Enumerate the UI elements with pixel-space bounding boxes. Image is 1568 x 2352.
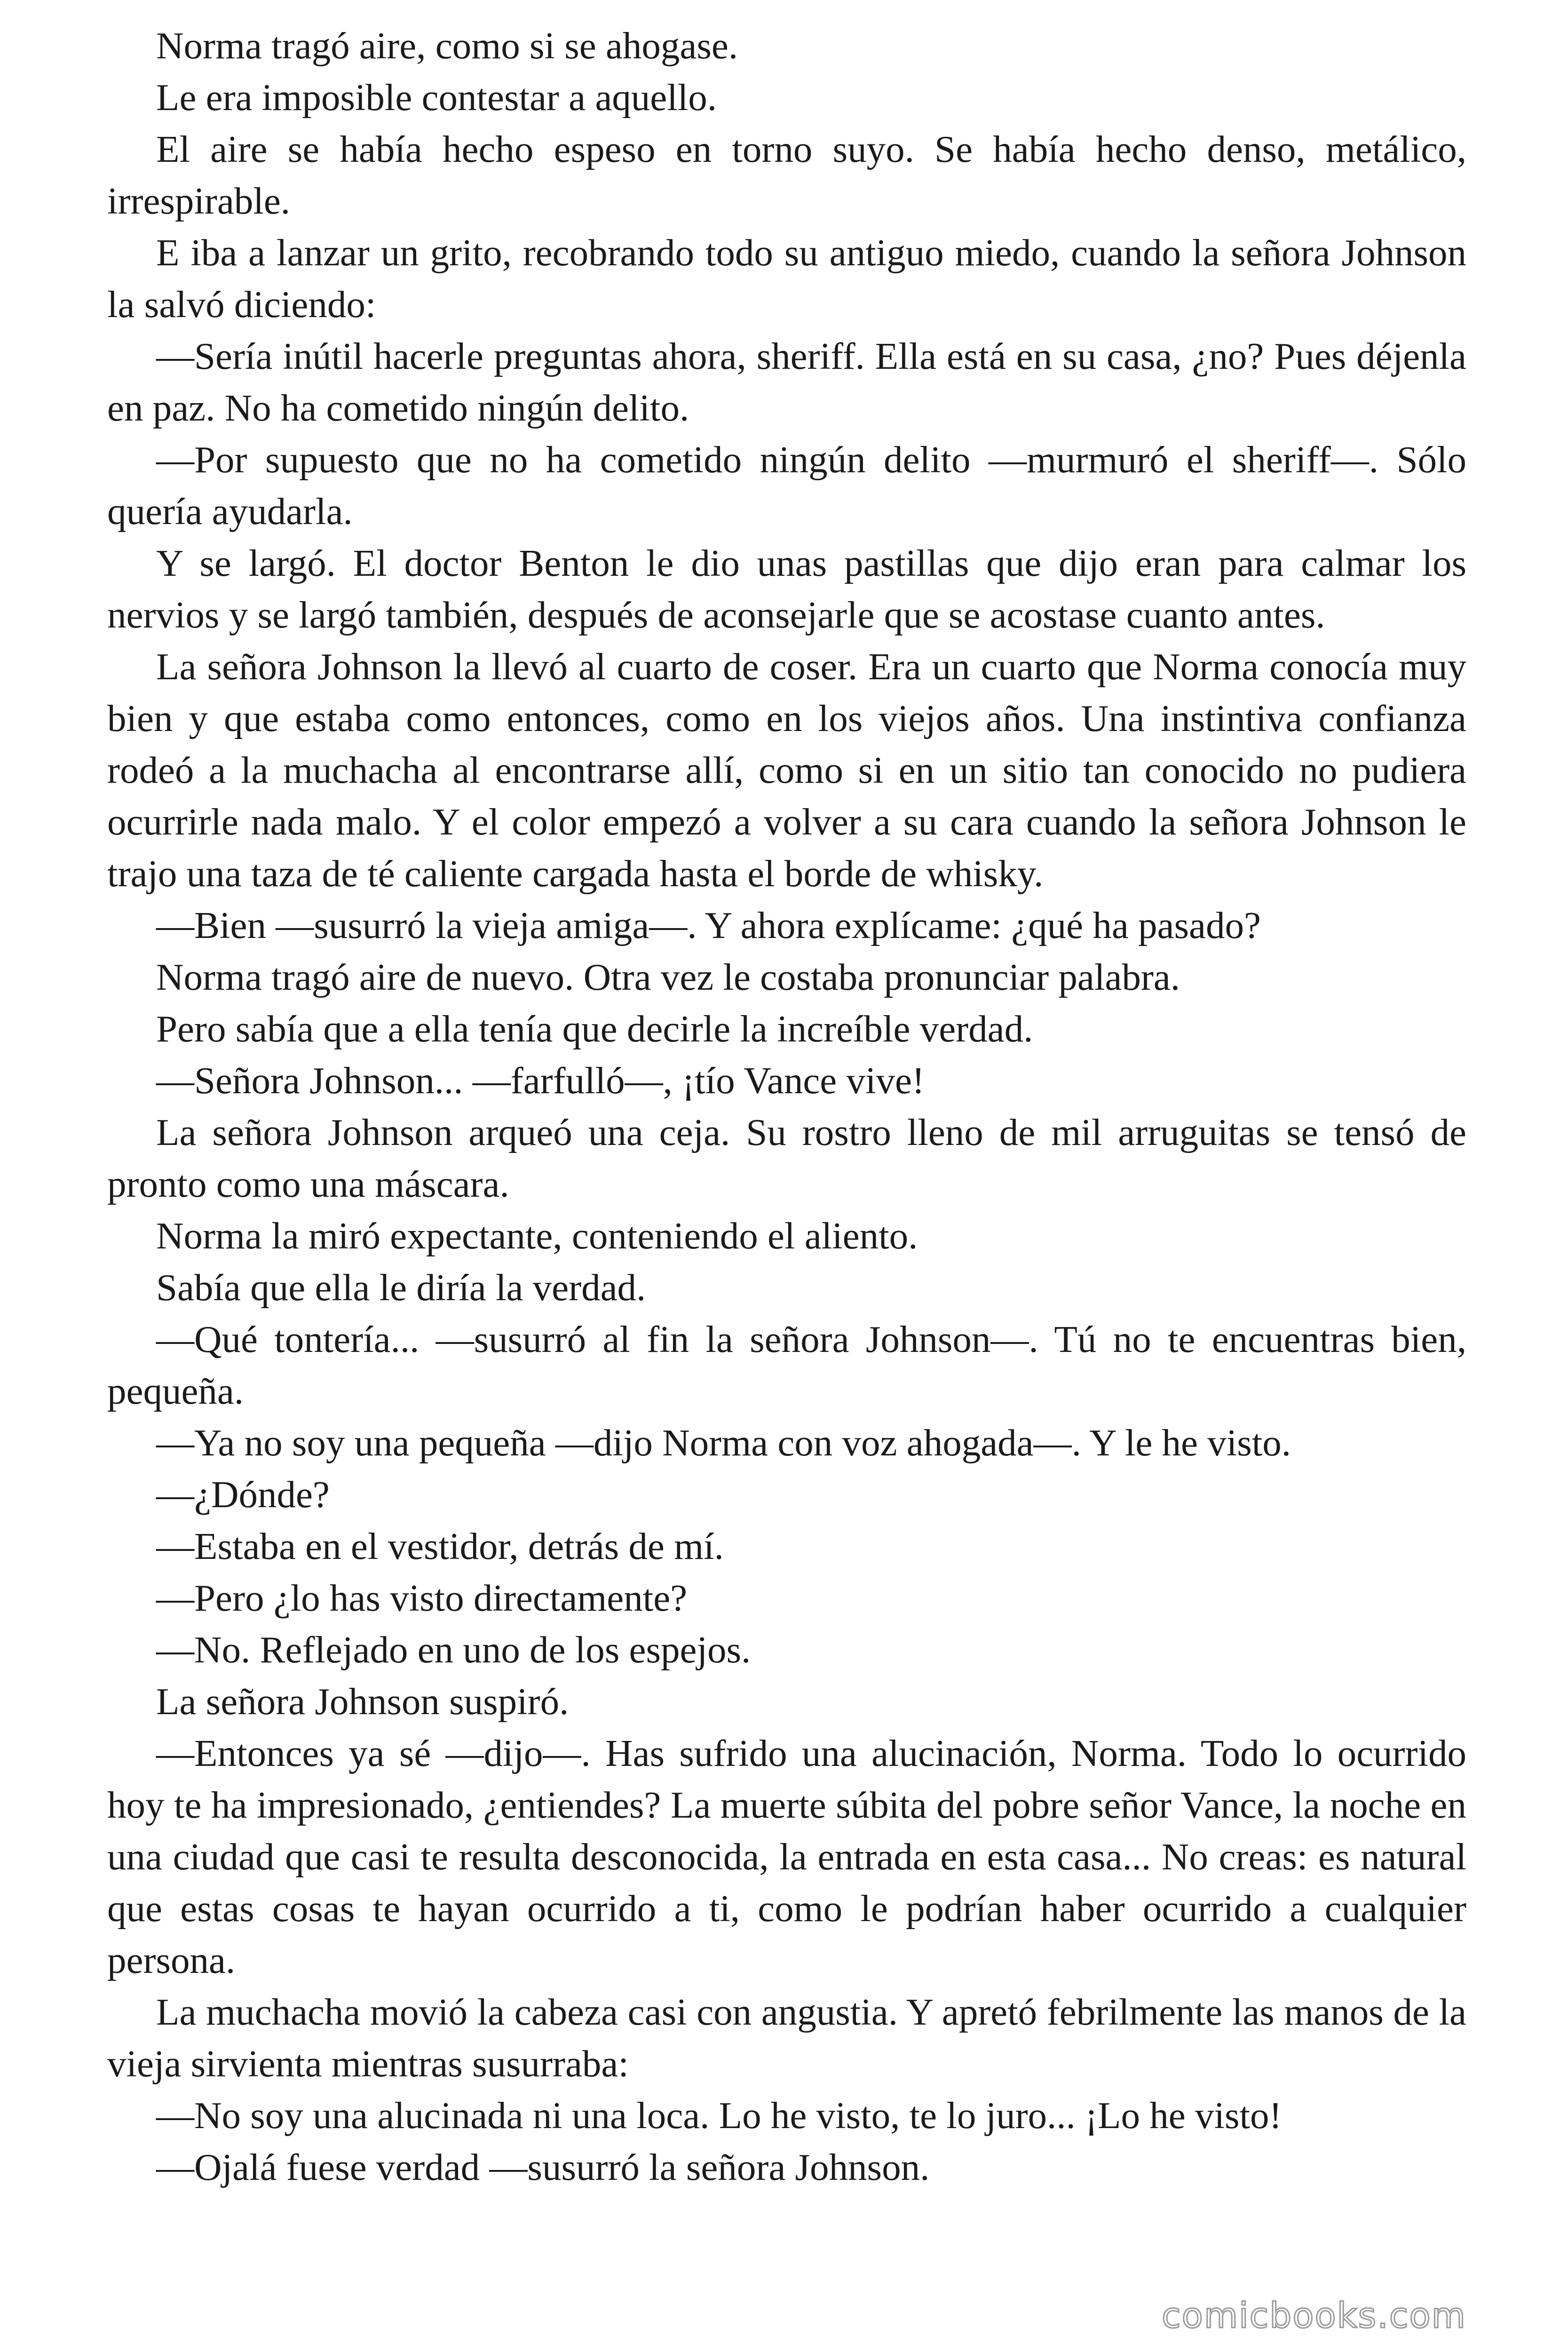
paragraph: El aire se había hecho espeso en torno suyo. Se había hecho denso, metálico, irrespirable. [107, 128, 1466, 222]
paragraph: La señora Johnson la llevó al cuarto de coser. Era un cuarto que Norma conocía muy bien y que estaba como entonces, como en los viejos años. Una instintiva confianza rodeó a la muchacha al encontrarse allí, como si en un sitio tan conocido no pudiera ocurrirle nada malo. Y el color empezó a volver a su cara cuando la señora Johnson le trajo una taza de té caliente cargada hasta el borde de whisky. [107, 645, 1466, 895]
paragraph: La señora Johnson arqueó una ceja. Su rostro lleno de mil arruguitas se tensó de pronto como una máscara. [107, 1111, 1466, 1205]
body-text [107, 20, 1466, 2193]
paragraph: La señora Johnson suspiró. [156, 1680, 569, 1723]
paragraph: —Estaba en el vestidor, detrás de mí. [156, 1525, 724, 1567]
paragraph: —Señora Johnson... —farfulló—, ¡tío Vance vive! [156, 1059, 925, 1102]
paragraph: —¿Dónde? [156, 1473, 330, 1516]
paragraph: E iba a lanzar un grito, recobrando todo su antiguo miedo, cuando la señora Johnson la salvó diciendo: [107, 231, 1466, 326]
paragraph: Y se largó. El doctor Benton le dio unas pastillas que dijo eran para calmar los nervios y se largó también, después de aconsejarle que se acostase cuanto antes. [107, 542, 1466, 636]
paragraph: —No soy una alucinada ni una loca. Lo he visto, te lo juro... ¡Lo he visto! [156, 2094, 1282, 2137]
paragraph: Norma tragó aire, como si se ahogase. [156, 24, 738, 67]
watermark-logo: comicbooks.com [1162, 2296, 1466, 2336]
paragraph: —Ya no soy una pequeña —dijo Norma con voz ahogada—. Y le he visto. [156, 1422, 1291, 1464]
paragraph: —Ojalá fuese verdad —susurró la señora Johnson. [156, 2146, 930, 2188]
paragraph: —Sería inútil hacerle preguntas ahora, sheriff. Ella está en su casa, ¿no? Pues déjenla en paz. No ha cometido ningún delito. [107, 335, 1466, 429]
paragraph: —Bien —susurró la vieja amiga—. Y ahora explícame: ¿qué ha pasado? [156, 904, 1261, 946]
paragraph: —Qué tontería... —susurró al fin la señora Johnson—. Tú no te encuentras bien, pequeña. [107, 1318, 1466, 1412]
paragraph: Sabía que ella le diría la verdad. [156, 1266, 646, 1309]
paragraph: La muchacha movió la cabeza casi con angustia. Y apretó febrilmente las manos de la vieja sirvienta mientras susurraba: [107, 1991, 1466, 2085]
paragraph: —No. Reflejado en uno de los espejos. [156, 1629, 751, 1671]
paragraph: —Entonces ya sé —dijo—. Has sufrido una alucinación, Norma. Todo lo ocurrido hoy te ha impresionado, ¿entiendes? La muerte súbita del pobre señor Vance, la noche en una ciudad que casi te resulta desconocida, la entrada en esta casa... No creas: es natural que estas cosas te hayan ocurrido a ti, como le podrían haber ocurrido a cualquier persona. [107, 1732, 1466, 1981]
paragraph: Pero sabía que a ella tenía que decirle la increíble verdad. [156, 1008, 1033, 1050]
paragraph: Le era imposible contestar a aquello. [156, 76, 717, 119]
paragraph: Norma tragó aire de nuevo. Otra vez le costaba pronunciar palabra. [156, 956, 1180, 998]
paragraph: —Por supuesto que no ha cometido ningún delito —murmuró el sheriff—. Sólo quería ayudarla. [107, 438, 1466, 532]
paragraph: Norma la miró expectante, conteniendo el aliento. [156, 1215, 918, 1257]
paragraph: —Pero ¿lo has visto directamente? [156, 1577, 688, 1619]
